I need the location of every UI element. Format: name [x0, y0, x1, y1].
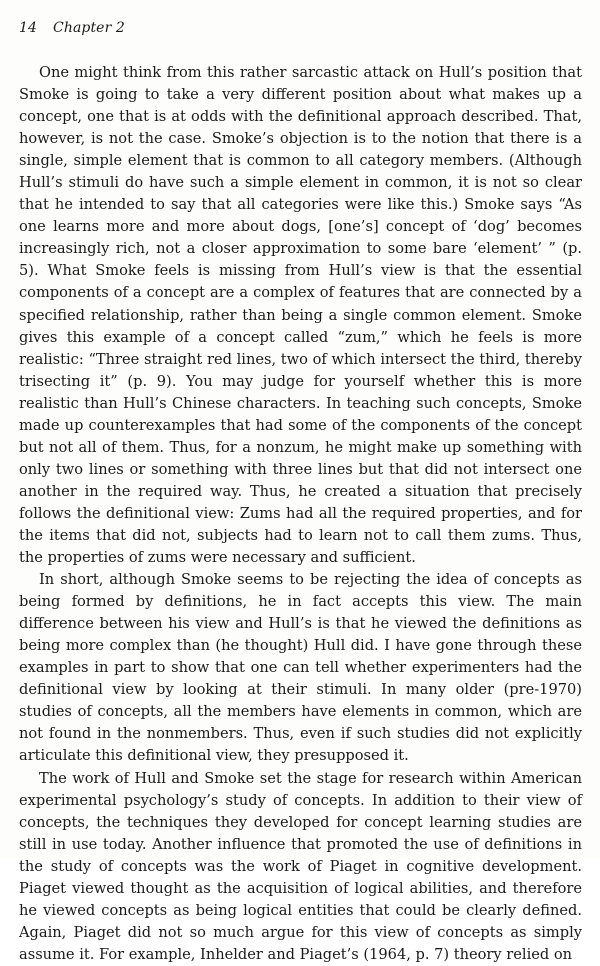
- chapter-title: Chapter 2: [53, 20, 125, 36]
- page-number: 14: [19, 20, 38, 36]
- body-text: [19, 62, 582, 966]
- running-head: [19, 20, 125, 36]
- paragraph: One might think from this rather sarcastic attack on Hull’s position that Smoke is going to take a very different position about what makes up a concept, one that is at odds with the definitional approach described. That, however, is not the case. Smoke’s objection is to the notion that there is a single, simple element that is common to all category members. (Although Hull’s stimuli do have such a simple element in common, it is not so clear that he intended to say that all categories were like this.) Smoke says “As one learns more and more about dogs, [one’s] concept of ‘dog’ becomes increasingly rich, not a closer approximation to some bare ‘element’ ” (p. 5). What Smoke feels is missing from Hull’s view is that the essential components of a concept are a complex of features that are connected by a specified relationship, rather than being a single common element. Smoke gives this example of a concept called “zum,” which he feels is more realistic: “Three straight red lines, two of which intersect the third, thereby trisecting it” (p. 9). You may judge for yourself whether this is more realistic than Hull’s Chinese characters. In teaching such concepts, Smoke made up counterexamples that had some of the components of the concept but not all of them. Thus, for a nonzum, he might make up something with only two lines or something with three lines but that did not intersect one another in the required way. Thus, he created a situation that precisely follows the definitional view: Zums had all the required properties, and for the items that did not, subjects had to learn not to call them zums. Thus, the properties of zums were necessary and sufficient.: [19, 64, 582, 567]
- paragraph: The work of Hull and Smoke set the stage for research within American experimental psychology’s study of concepts. In addition to their view of concepts, the techniques they developed for concept learning studies are still in use today. Another influence that promoted the use of definitions in the study of concepts was the work of Piaget in cognitive development. Piaget viewed thought as the acquisition of logical abilities, and therefore he viewed concepts as being logical entities that could be clearly defined. Again, Piaget did not so much argue for this view of concepts as simply assume it. For example, Inhelder and Piaget’s (1964, p. 7) theory relied on: [19, 769, 582, 963]
- paragraph: In short, although Smoke seems to be rejecting the idea of concepts as being formed by definitions, he in fact accepts this view. The main difference between his view and Hull’s is that he viewed the definitions as being more complex than (he thought) Hull did. I have gone through these examples in part to show that one can tell whether experimenters had the definitional view by looking at their stimuli. In many older (pre-1970) studies of concepts, all the members have elements in common, which are not found in the nonmembers. Thus, even if such studies did not explicitly articulate this definitional view, they presupposed it.: [19, 571, 582, 765]
